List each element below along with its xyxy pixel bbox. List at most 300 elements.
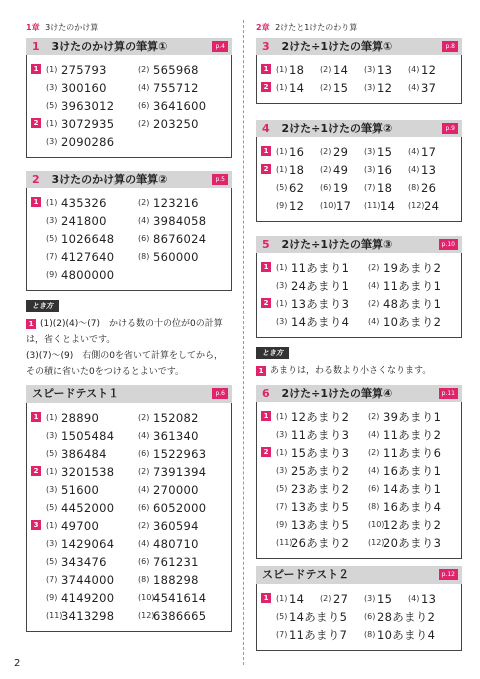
item-label: (2) xyxy=(138,413,150,422)
chapter-title: 2けたと1けたのわり算 xyxy=(275,23,358,32)
problem-number-marker: 2 xyxy=(261,82,271,92)
answer-group xyxy=(261,79,457,97)
section-number: 5 xyxy=(262,238,270,251)
item-label: (2) xyxy=(138,198,150,207)
answer-value: 27 xyxy=(333,592,349,606)
answer-value: 28あまり2 xyxy=(377,610,436,624)
answer-group xyxy=(261,143,457,161)
answer-item xyxy=(276,444,368,462)
answer-value: 13あまり5 xyxy=(291,500,350,514)
item-label: (9) xyxy=(276,520,288,529)
answer-item xyxy=(138,230,230,248)
answer-item xyxy=(138,248,230,266)
speed-test-2 xyxy=(256,566,462,651)
page-ref-badge: p.9 xyxy=(442,123,458,134)
answer-item xyxy=(46,61,138,79)
answer-value: 343476 xyxy=(61,555,107,569)
answer-item xyxy=(138,79,230,97)
answer-row xyxy=(276,259,460,277)
answer-item xyxy=(46,266,138,284)
problem-number-marker: 2 xyxy=(261,164,271,174)
answer-value: 270000 xyxy=(153,483,199,497)
answer-value: 13 xyxy=(421,163,437,177)
answer-row xyxy=(276,408,460,426)
item-label: (1) xyxy=(276,165,288,174)
item-label: (2) xyxy=(368,299,380,308)
answer-item xyxy=(46,133,138,151)
answer-item xyxy=(276,534,368,552)
answer-value: 18 xyxy=(289,163,305,177)
answer-row xyxy=(46,499,230,517)
answer-item xyxy=(368,408,460,426)
problem-number-marker: 1 xyxy=(31,197,41,207)
item-label: (4) xyxy=(368,466,380,475)
answer-row xyxy=(276,590,480,608)
item-label: (1) xyxy=(276,65,288,74)
answer-box xyxy=(26,55,232,158)
problem-number-marker: 1 xyxy=(26,319,36,329)
section-title: 2けた÷1けたの筆算③ xyxy=(281,238,393,251)
answer-value: 480710 xyxy=(153,537,199,551)
answer-value: 3413298 xyxy=(61,609,115,623)
answer-item xyxy=(138,409,230,427)
answer-box xyxy=(26,403,232,632)
answer-item xyxy=(368,259,460,277)
answer-value: 3963012 xyxy=(61,99,115,113)
answer-value: 18 xyxy=(289,63,305,77)
item-label: (2) xyxy=(368,448,380,457)
item-label: (4) xyxy=(368,281,380,290)
answer-row xyxy=(276,426,460,444)
answer-item xyxy=(364,626,452,644)
item-label: (4) xyxy=(138,431,150,440)
section-6 xyxy=(256,385,462,559)
item-label: (4) xyxy=(138,83,150,92)
answer-item xyxy=(276,161,320,179)
section-header xyxy=(256,236,462,253)
item-label: (5) xyxy=(46,503,58,512)
item-label: (1) xyxy=(276,147,288,156)
answer-group xyxy=(31,463,227,517)
answer-row xyxy=(276,626,480,644)
section-header xyxy=(256,120,462,137)
answer-value: 14あまり5 xyxy=(289,610,348,624)
answer-value: 4800000 xyxy=(61,268,115,282)
problem-number-marker: 1 xyxy=(261,262,271,272)
item-label: (3) xyxy=(364,147,376,156)
item-label: (2) xyxy=(320,65,332,74)
section-number: 6 xyxy=(262,387,270,400)
answer-row xyxy=(46,517,230,535)
item-label: (1) xyxy=(46,413,58,422)
section-title: 3けたのかけ算の筆算② xyxy=(51,173,168,186)
answer-item xyxy=(364,179,408,197)
answer-row xyxy=(276,197,452,215)
item-label: (7) xyxy=(276,630,288,639)
tip-section xyxy=(256,340,462,379)
page-ref-badge: p.12 xyxy=(439,569,458,580)
item-label: (3) xyxy=(46,431,58,440)
answer-item xyxy=(276,462,368,480)
answer-value: 14 xyxy=(380,199,396,213)
answer-item xyxy=(276,626,364,644)
answer-value: 10あまり4 xyxy=(377,628,436,642)
answer-item xyxy=(364,197,408,215)
answer-value: 16あまり4 xyxy=(383,500,442,514)
answer-value: 241800 xyxy=(61,214,107,228)
item-label: (1) xyxy=(46,467,58,476)
answer-item xyxy=(138,97,230,115)
problem-number-marker: 3 xyxy=(31,520,41,530)
answer-box xyxy=(256,402,462,559)
answer-item xyxy=(364,61,408,79)
answer-item xyxy=(408,79,452,97)
tip-heading: とき方 xyxy=(256,347,289,359)
answer-value: 18 xyxy=(377,181,393,195)
answer-value: 275793 xyxy=(61,63,107,77)
section-title: スピードテスト２ xyxy=(262,568,350,581)
answer-item xyxy=(138,194,230,212)
answer-value: 14 xyxy=(289,592,305,606)
section-4 xyxy=(256,120,462,222)
item-label: (1) xyxy=(276,448,288,457)
answer-value: 39あまり1 xyxy=(383,410,442,424)
answer-value: 14あまり4 xyxy=(291,315,350,329)
answer-item xyxy=(46,445,138,463)
item-label: (6) xyxy=(138,234,150,243)
answer-value: 23あまり2 xyxy=(291,482,350,496)
item-label: (5) xyxy=(46,557,58,566)
item-label: (1) xyxy=(276,412,288,421)
answer-value: 3641600 xyxy=(153,99,207,113)
answer-box xyxy=(256,137,462,222)
item-label: (7) xyxy=(276,502,288,511)
answer-value: 19 xyxy=(333,181,349,195)
answer-item xyxy=(364,161,408,179)
answer-value: 24 xyxy=(424,199,440,213)
answer-value: 188298 xyxy=(153,573,199,587)
item-label: (4) xyxy=(368,317,380,326)
answer-item xyxy=(368,534,460,552)
answer-row xyxy=(46,230,230,248)
answer-row xyxy=(46,571,230,589)
answer-item xyxy=(138,445,230,463)
answer-item xyxy=(46,589,138,607)
problem-number-marker: 1 xyxy=(256,366,266,376)
item-label: (2) xyxy=(368,412,380,421)
answer-value: 7391394 xyxy=(153,465,207,479)
answer-item xyxy=(46,194,138,212)
answer-item xyxy=(46,409,138,427)
column-divider xyxy=(243,20,244,665)
answer-item xyxy=(276,197,320,215)
answer-value: 17 xyxy=(336,199,352,213)
problem-number-marker: 1 xyxy=(31,412,41,422)
answer-item xyxy=(368,444,460,462)
answer-group xyxy=(31,409,227,463)
speed-test-1 xyxy=(26,385,232,632)
answer-item xyxy=(138,61,230,79)
answer-value: 17 xyxy=(421,145,437,159)
answer-value: 13あまり5 xyxy=(291,518,350,532)
answer-item xyxy=(452,626,480,644)
section-title: 2けた÷1けたの筆算② xyxy=(281,122,393,135)
answer-item xyxy=(364,608,452,626)
answer-item xyxy=(276,608,364,626)
page-number: 2 xyxy=(14,658,21,669)
item-label: (3) xyxy=(276,466,288,475)
section-header xyxy=(256,38,462,55)
item-label: (12) xyxy=(138,611,155,620)
item-label: (4) xyxy=(138,485,150,494)
answer-item xyxy=(276,408,368,426)
answer-item xyxy=(276,295,368,313)
answer-value: 26 xyxy=(421,181,437,195)
answer-group xyxy=(261,444,457,552)
answer-value: 51600 xyxy=(61,483,100,497)
answer-row xyxy=(46,553,230,571)
item-label: (3) xyxy=(364,165,376,174)
item-label: (8) xyxy=(364,630,376,639)
answer-item xyxy=(46,97,138,115)
answer-item xyxy=(138,535,230,553)
tip-line: あまりは，わる数より小さくなります。 xyxy=(270,366,432,376)
answer-row xyxy=(276,295,460,313)
problem-number-marker: 2 xyxy=(261,447,271,457)
answer-value: 15あまり3 xyxy=(291,446,350,460)
item-label xyxy=(452,608,465,626)
answer-row xyxy=(276,498,460,516)
answer-row xyxy=(276,480,460,498)
answer-item xyxy=(364,590,408,608)
item-label: (1) xyxy=(276,263,288,272)
answer-item xyxy=(368,498,460,516)
answer-item xyxy=(276,179,320,197)
answer-item xyxy=(276,480,368,498)
answer-value: 24あまり1 xyxy=(291,279,350,293)
section-2 xyxy=(26,171,232,291)
item-label: (3) xyxy=(364,83,376,92)
answer-row xyxy=(276,161,452,179)
item-label: (1) xyxy=(46,119,58,128)
answer-value: 4149200 xyxy=(61,591,115,605)
answer-value: 1429064 xyxy=(61,537,115,551)
answer-item xyxy=(408,179,452,197)
answer-item xyxy=(138,212,230,230)
item-label: (4) xyxy=(368,430,380,439)
answer-item xyxy=(320,79,364,97)
item-label: (6) xyxy=(138,101,150,110)
item-label: (7) xyxy=(364,183,376,192)
problem-number-marker: 1 xyxy=(261,593,271,603)
answer-value: 4541614 xyxy=(153,591,207,605)
answer-item xyxy=(276,277,368,295)
problem-number-marker: 1 xyxy=(261,64,271,74)
answer-value: 4127640 xyxy=(61,250,115,264)
item-label: (10) xyxy=(368,520,385,529)
answer-item xyxy=(46,553,138,571)
answer-group xyxy=(261,295,457,331)
answer-item xyxy=(138,427,230,445)
answer-group xyxy=(261,259,457,295)
item-label: (2) xyxy=(138,65,150,74)
item-label: (4) xyxy=(408,594,420,603)
answer-value: 13 xyxy=(377,63,393,77)
answer-value: 19あまり2 xyxy=(383,261,442,275)
item-label: (1) xyxy=(276,83,288,92)
answer-row xyxy=(46,133,230,151)
answer-row xyxy=(46,248,230,266)
answer-value: 11あまり7 xyxy=(289,628,348,642)
answer-row xyxy=(276,516,460,534)
item-label: (2) xyxy=(320,147,332,156)
answer-row xyxy=(46,266,230,284)
answer-item xyxy=(46,248,138,266)
item-label: (5) xyxy=(46,101,58,110)
answer-group xyxy=(261,590,457,644)
answer-value: 435326 xyxy=(61,196,107,210)
item-label: (6) xyxy=(138,557,150,566)
answer-value: 3984058 xyxy=(153,214,207,228)
item-label: (3) xyxy=(46,539,58,548)
item-label: (6) xyxy=(138,449,150,458)
answer-value: 15 xyxy=(333,81,349,95)
answer-item xyxy=(138,607,230,625)
item-label: (4) xyxy=(408,83,420,92)
answer-group xyxy=(31,194,227,284)
answer-group xyxy=(31,517,227,625)
answer-row xyxy=(46,61,230,79)
chapter-number: 1章 xyxy=(26,23,40,32)
answer-item xyxy=(46,481,138,499)
answer-value: 13あまり3 xyxy=(291,297,350,311)
answer-item xyxy=(138,571,230,589)
answer-value: 14 xyxy=(333,63,349,77)
answer-value: 123216 xyxy=(153,196,199,210)
item-label: (10) xyxy=(138,593,155,602)
section-title: 2けた÷1けたの筆算① xyxy=(281,40,393,53)
item-label: (4) xyxy=(138,216,150,225)
answer-item xyxy=(276,590,320,608)
answer-row xyxy=(46,409,230,427)
answer-item xyxy=(46,427,138,445)
page-ref-badge: p.10 xyxy=(439,239,458,250)
page-ref-badge: p.5 xyxy=(212,174,228,185)
page-ref-badge: p.11 xyxy=(439,388,458,399)
answer-item xyxy=(138,481,230,499)
item-label: (2) xyxy=(320,165,332,174)
answer-item xyxy=(368,516,460,534)
answer-row xyxy=(276,608,480,626)
answer-value: 152082 xyxy=(153,411,199,425)
answer-row xyxy=(276,79,452,97)
answer-item xyxy=(46,499,138,517)
answer-item xyxy=(408,161,452,179)
answer-item xyxy=(276,79,320,97)
item-label xyxy=(138,133,153,151)
tip-text xyxy=(256,363,462,379)
section-5 xyxy=(256,236,462,338)
item-label: (2) xyxy=(138,521,150,530)
answer-value: 14あまり1 xyxy=(383,482,442,496)
item-label: (5) xyxy=(46,449,58,458)
item-label: (8) xyxy=(408,183,420,192)
answer-row xyxy=(46,97,230,115)
problem-number-marker: 1 xyxy=(261,146,271,156)
answer-row xyxy=(46,427,230,445)
answer-item xyxy=(138,266,230,284)
answer-item xyxy=(368,426,460,444)
answer-item xyxy=(276,498,368,516)
item-label: (1) xyxy=(276,299,288,308)
answer-item xyxy=(320,143,364,161)
answer-row xyxy=(46,79,230,97)
item-label: (1) xyxy=(46,65,58,74)
answer-group xyxy=(261,408,457,444)
answer-item xyxy=(46,115,138,133)
answer-value: 1522963 xyxy=(153,447,207,461)
answer-group xyxy=(261,161,457,215)
answer-value: 300160 xyxy=(61,81,107,95)
answer-value: 12 xyxy=(289,199,305,213)
answer-row xyxy=(46,463,230,481)
answer-value: 4452000 xyxy=(61,501,115,515)
answer-row xyxy=(46,445,230,463)
item-label: (6) xyxy=(364,612,376,621)
answer-value: 10あまり2 xyxy=(383,315,442,329)
answer-value: 49700 xyxy=(61,519,100,533)
answer-item xyxy=(320,590,364,608)
answer-value: 360594 xyxy=(153,519,199,533)
problem-number-marker: 1 xyxy=(31,64,41,74)
item-label: (4) xyxy=(408,165,420,174)
section-title: 3けたのかけ算の筆算① xyxy=(51,40,168,53)
item-label: (6) xyxy=(320,183,332,192)
answer-group xyxy=(261,61,457,79)
item-label: (1) xyxy=(46,521,58,530)
item-label: (11) xyxy=(276,538,293,547)
section-header xyxy=(26,38,232,55)
answer-value: 565968 xyxy=(153,63,199,77)
answer-value: 203250 xyxy=(153,117,199,131)
answer-group xyxy=(31,61,227,115)
tip-line: (3)(7)〜(9) 右側の0を省いて計算をしてから， xyxy=(26,351,223,361)
answer-box xyxy=(256,55,462,104)
section-header xyxy=(256,385,462,402)
item-label: (12) xyxy=(408,201,425,210)
answer-row xyxy=(276,534,460,552)
item-label: (2) xyxy=(138,119,150,128)
answer-value: 13 xyxy=(421,592,437,606)
item-label: (7) xyxy=(46,252,58,261)
answer-item xyxy=(368,313,460,331)
answer-item xyxy=(408,590,452,608)
answer-box xyxy=(26,188,232,291)
answer-row xyxy=(276,61,452,79)
item-label: (5) xyxy=(276,612,288,621)
answer-row xyxy=(276,179,452,197)
answer-row xyxy=(46,194,230,212)
answer-value: 16 xyxy=(289,145,305,159)
answer-row xyxy=(46,115,230,133)
item-label: (2) xyxy=(368,263,380,272)
page-ref-badge: p.8 xyxy=(442,41,458,52)
answer-row xyxy=(46,607,230,625)
answer-value: 28890 xyxy=(61,411,100,425)
answer-value: 48あまり1 xyxy=(383,297,442,311)
problem-number-marker: 2 xyxy=(261,298,271,308)
answer-item xyxy=(408,197,452,215)
